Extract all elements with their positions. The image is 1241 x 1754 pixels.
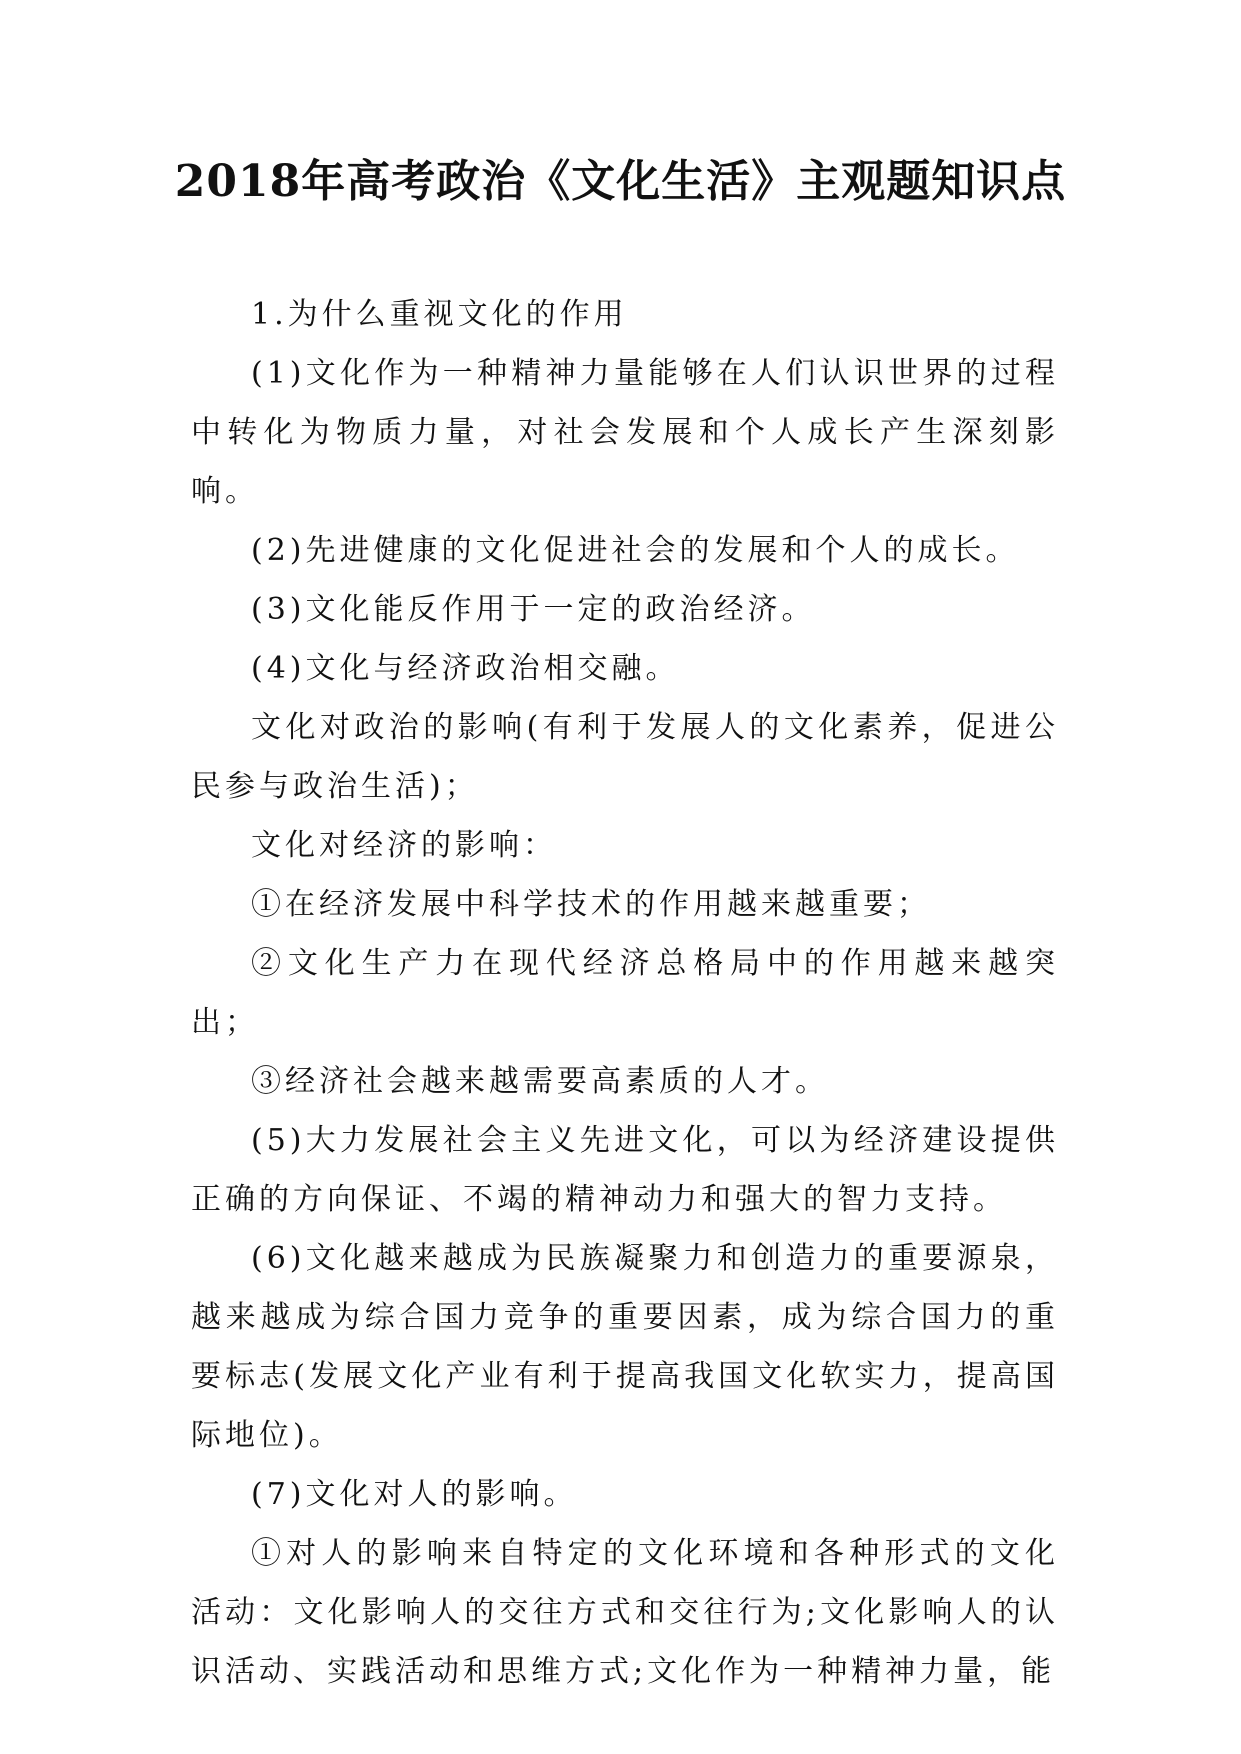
paragraph-point-5: (5)大力发展社会主义先进文化，可以为经济建设提供正确的方向保证、不竭的精神动力和强大的智力支持。 <box>191 1123 1059 1217</box>
paragraph-economy-item-1: ①在经济发展中科学技术的作用越来越重要； <box>251 887 931 922</box>
document-title: 2018年高考政治《文化生活》主观题知识点 <box>174 156 1067 207</box>
paragraph-person-item-1: ①对人的影响来自特定的文化环境和各种形式的文化活动：文化影响人的交往方式和交往行为;文化影响人的认识活动、实践活动和思维方式;文化作为一种精神力量，能 <box>191 1536 1059 1689</box>
paragraph-point-7: (7)文化对人的影响。 <box>251 1477 578 1512</box>
paragraph-politics-influence: 文化对政治的影响(有利于发展人的文化素养，促进公民参与政治生活)； <box>191 710 1059 804</box>
paragraph-economy-influence: 文化对经济的影响： <box>251 828 557 863</box>
paragraph-point-1: (1)文化作为一种精神力量能够在人们认识世界的过程中转化为物质力量，对社会发展和个人成长产生深刻影响。 <box>191 356 1059 509</box>
paragraph-point-4: (4)文化与经济政治相交融。 <box>251 651 680 686</box>
paragraph-heading-1: 1.为什么重视文化的作用 <box>251 297 628 332</box>
document-body <box>191 285 1059 1701</box>
paragraph-point-2: (2)先进健康的文化促进社会的发展和个人的成长。 <box>251 533 1020 568</box>
paragraph-point-3: (3)文化能反作用于一定的政治经济。 <box>251 592 816 627</box>
paragraph-economy-item-2: ②文化生产力在现代经济总格局中的作用越来越突出； <box>191 946 1059 1040</box>
paragraph-point-6: (6)文化越来越成为民族凝聚力和创造力的重要源泉，越来越成为综合国力竞争的重要因素，成为综合国力的重要标志(发展文化产业有利于提高我国文化软实力，提高国际地位)。 <box>191 1241 1059 1453</box>
paragraph-economy-item-3: ③经济社会越来越需要高素质的人才。 <box>251 1064 829 1099</box>
